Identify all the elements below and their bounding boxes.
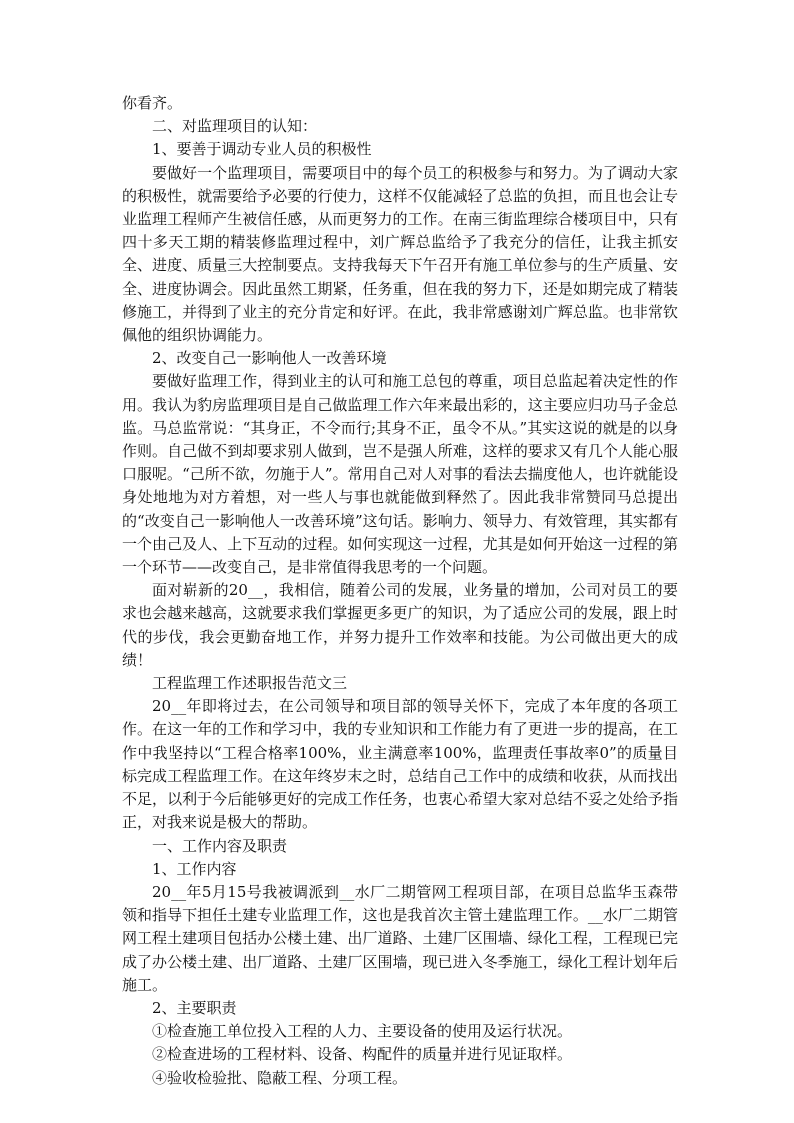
duty-item-1: ①检查施工单位投入工程的人力、主要设备的使用及运行状况。: [152, 1022, 573, 1041]
paragraph-outlook: 面对崭新的20__，我相信，随着公司的发展，业务量的增加，公司对员工的要求也会越来越高，这就要求我们掌握更多更广的知识，为了适应公司的发展，跟上时代的步伐，我会更勤奋地工作，并努力提升工作效率和技能。为公司做出更大的成绩！: [122, 581, 678, 669]
heading-report-3: 工程监理工作述职报告范文三: [152, 674, 348, 693]
paragraph-motivation: 要做好一个监理项目，需要项目中的每个员工的积极参与和努力。为了调动大家的积极性，就需要给予必要的行使力，这样不仅能减轻了总监的负担，而且也会让专业监理工程师产生被信任感，从而更努力的工作。在南三街监理综合楼项目中，只有四十多天工期的精装修监理过程中，刘广辉总监给予了我充分的信任，让我主抓安全、进度、质量三大控制要点。支持我每天下午召开有施工单位参与的生产质量、安全、进度协调会。因此虽然工期紧，任务重，但在我的努力下，还是如期完成了精装修施工，并得到了业主的充分肯定和好评。在此，我非常感谢刘广辉总监。也非常钦佩他的组织协调能力。: [122, 163, 678, 345]
paragraph-change-self: 要做好监理工作，得到业主的认可和施工总包的尊重，项目总监起着决定性的作用。我认为豹房监理项目是自己做监理工作六年来最出彩的，这主要应归功马子金总监。马总监常说：“其身正，不令而行;其身不正，虽令不从。”其实这说的就是的以身作则。自己做不到却要求别人做到，岂不是强人所难，这样的要求又有几个人能心服口服呢。“己所不欲，勿施于人”。常用自己对人对事的看法去揣度他人，也许就能设身处地地为对方着想，对一些人与事也就能做到释然了。因此我非常赞同马总提出的“改变自己一影响他人一改善环境”这句话。影响力、领导力、有效管理，其实都有一个由己及人、上下互动的过程。如何实现这一过程，尤其是如何开始这一过程的第一个环节——改变自己，是非常值得我思考的一个问题。: [122, 372, 678, 577]
paragraph-1: 你看齐。: [122, 94, 183, 112]
paragraph-work-content: 20__年5月15号我被调派到__水厂二期管网工程项目部，在项目总监华玉森带领和指导下担任土建专业监理工作，这也是我首次主管土建监理工作。__水厂二期管网工程土建项目包括办公楼土建、出厂道路、土建厂区围墙、绿化工程，工程现已完成了办公楼土建、出厂道路、土建厂区围墙，现已进入冬季施工，绿化工程计划年后施工。: [122, 882, 678, 994]
heading-section-2: 二、对监理项目的认知：: [152, 117, 318, 136]
document-page: [122, 92, 678, 1090]
subheading-2-1: 1、要善于调动专业人员的积极性: [152, 140, 372, 159]
heading-section-1: 一、工作内容及职责: [152, 836, 288, 855]
duty-item-2: ②检查进场的工程材料、设备、构配件的质量并进行见证取样。: [152, 1045, 573, 1064]
duty-item-4: ④验收检验批、隐蔽工程、分项工程。: [152, 1068, 408, 1087]
subheading-1-2: 2、主要职责: [152, 998, 237, 1017]
subheading-2-2: 2、改变自己一影响他人一改善环境: [152, 349, 387, 368]
paragraph-year-summary: 20__年即将过去，在公司领导和项目部的领导关怀下，完成了本年度的各项工作。在这一年的工作和学习中，我的专业知识和工作能力有了更进一步的提高，在工作中我坚持以“工程合格率100%，业主满意率100%，监理责任事故率0”的质量目标完成工程监理工作。在这年终岁末之时，总结自己工作中的成绩和收获，从而找出不足，以利于今后能够更好的完成工作任务，也衷心希望大家对总结不妥之处给予指正，对我来说是极大的帮助。: [122, 697, 678, 832]
subheading-1-1: 1、工作内容: [152, 859, 237, 878]
